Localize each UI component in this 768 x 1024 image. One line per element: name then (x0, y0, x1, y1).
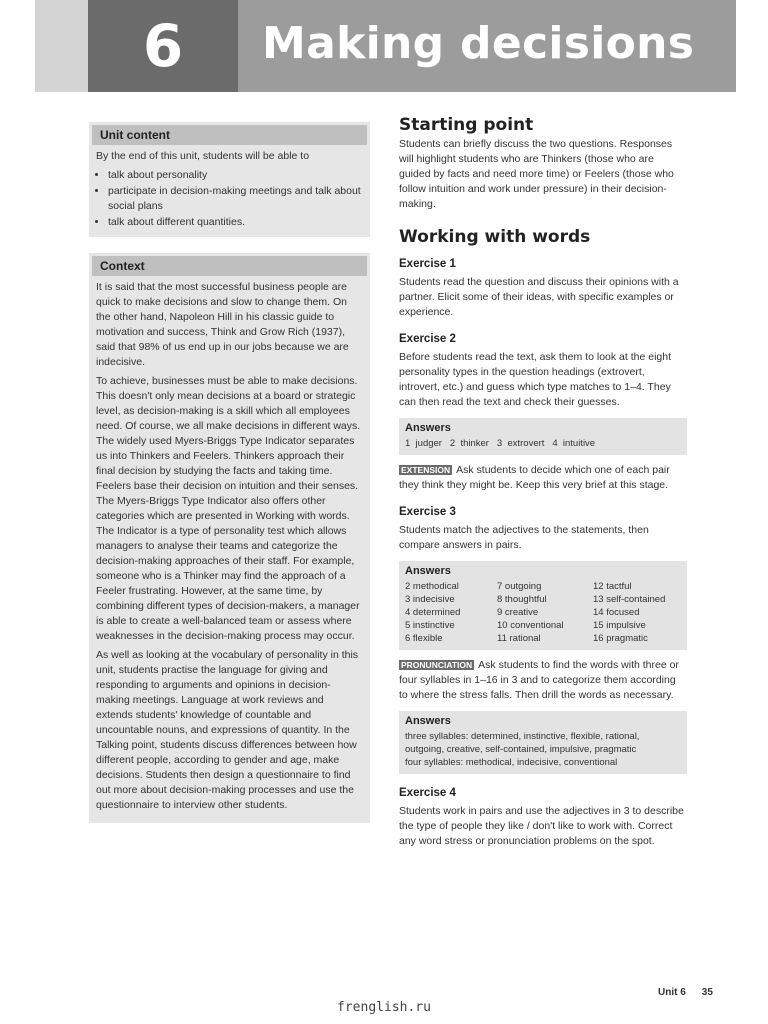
pronunciation-answer-line: three syllables: determined, instinctive, flexible, rational, (405, 731, 640, 742)
exercise-4-heading: Exercise 4 (399, 787, 456, 799)
answer-item: 5 instinctive (405, 620, 455, 631)
page-title: Making decisions (262, 18, 695, 69)
exercise-3-text: Students match the adjectives to the statements, then compare answers in pairs. (399, 524, 649, 551)
context-paragraph: It is said that the most successful business people are quick to make decisions and slow to change them. On the other hand, Napoleon Hill in his classic guide to motivation and success, Think and Grow Rich (1937), said that 98% of us end up in our jobs because we are indecisive. (96, 281, 349, 368)
answer-item: 11 rational (497, 633, 541, 644)
list-item: • talk about personality (108, 168, 363, 183)
answers-label: Answers (405, 715, 451, 727)
answer-item: 3 indecisive (405, 594, 455, 605)
pronunciation-answers-box (399, 711, 687, 774)
answer-item: 7 outgoing (497, 581, 542, 592)
answer-item: 14 focused (593, 607, 640, 618)
unit-number: 6 (142, 12, 184, 80)
list-item: • participate in decision-making meetings and talk about social plans (108, 184, 363, 214)
exercise-2-answers-box (399, 418, 687, 455)
exercise-3-answer-grid (405, 580, 681, 645)
left-column (89, 122, 370, 823)
list-item: • talk about different quantities. (108, 215, 363, 230)
unit-content-intro: By the end of this unit, students will be able to (96, 150, 310, 162)
working-with-words-heading: Working with words (399, 227, 591, 247)
answer-item: 4 determined (405, 607, 461, 618)
extension-tag: EXTENSION (401, 465, 451, 475)
context-paragraph: As well as looking at the vocabulary of personality in this unit, students practise the language for giving and responding to arguments and opinions in decision-making meetings. Language at work reviews and extends students' knowledge of countable and uncountable nouns, and expressions of quantity. In the Talking point, students discuss differences between how different people, according to gender and age, make decisions. Students then design a questionnaire to find out more about decision-making processes and use the questionnaire to interview other students. (96, 649, 359, 811)
page-number: 35 (701, 987, 713, 998)
pronunciation-text: Ask students to find the words with three or four syllables in 1–16 in 3 and to categorize them according to where the stress falls. Then drill the words as necessary. (399, 659, 679, 701)
pronunciation-answer-line: outgoing, creative, self-contained, impulsive, pragmatic (405, 744, 637, 755)
box-gap (89, 237, 370, 253)
exercise-2-answers: 1 judger 2 thinker 3 extrovert 4 intuitive (405, 438, 596, 449)
unit-content-heading: Unit content (92, 125, 367, 145)
exercise-2-heading: Exercise 2 (399, 333, 456, 345)
exercise-3-heading: Exercise 3 (399, 506, 456, 518)
starting-point-text: Students can briefly discuss the two questions. Responses will highlight students who are Thinkers (those who are guided by facts and need more time) or Feelers (those who follow intuition and work under pressure) in their decision-making. (399, 138, 674, 210)
answers-label: Answers (405, 565, 451, 577)
context-heading: Context (92, 256, 367, 276)
context-box (89, 276, 370, 823)
page-footer (658, 987, 713, 998)
exercise-4-text: Students work in pairs and use the adjectives in 3 to describe the type of people they like / don't like to work with. Correct any word stress or pronunciation problems on the spot. (399, 805, 684, 847)
extension-text: Ask students to decide which one of each pair they think they might be. Keep this very brief at this stage. (399, 464, 670, 491)
answer-item: 8 thoughtful (497, 594, 547, 605)
answers-label: Answers (405, 422, 451, 434)
pronunciation-answer-line: four syllables: methodical, indecisive, conventional (405, 757, 618, 768)
watermark: frenglish.ru (337, 1000, 431, 1015)
exercise-1-heading: Exercise 1 (399, 258, 456, 270)
answer-item: 6 flexible (405, 633, 443, 644)
pronunciation-tag: PRONUNCIATION (401, 660, 473, 670)
context-paragraph: To achieve, businesses must be able to make decisions. This doesn't only mean decisions at a board or strategic level, as decision-making is a skill which all employees need. Of course, we all make decisions in different ways. The widely used Myers-Briggs Type Indicator separates us into Thinkers and Feelers. Thinkers approach their final decision by studying the facts and taking time. Feelers base their decision on intuition and their senses. The Myers-Briggs Type Indicator also offers other categories which are presented in Working with words. The Indicator is a type of personality test which allows managers to analyse their teams and categorize the decision-making approaches of their staff. For example, someone who is a Thinker may find the approach of a Feeler frustrating. However, at the same time, by combining different types of decision-makers, a manager is able to create a well-balanced team or assess where weaknesses in the decision-making process may occur. (96, 375, 361, 642)
answer-item: 16 pragmatic (593, 633, 648, 644)
unit-content-list (96, 168, 363, 230)
answer-item: 13 self-contained (593, 594, 666, 605)
unit-content-box (89, 145, 370, 237)
answer-item: 15 impulsive (593, 620, 646, 631)
exercise-3-answers-box (399, 561, 687, 650)
answer-item: 12 tactful (593, 581, 632, 592)
exercise-2-text: Before students read the text, ask them to look at the eight personality types in the question headings (extrovert, introvert, etc.) and guess which type matches to 1–4. They can then read the text and check their guesses. (399, 351, 671, 408)
answer-item: 10 conventional (497, 620, 564, 631)
header-side-strip (35, 0, 88, 92)
answer-item: 9 creative (497, 607, 539, 618)
footer-unit-label: Unit 6 (658, 987, 686, 998)
exercise-1-text: Students read the question and discuss their opinions with a partner. Elicit some of their ideas, with specific examples or experience. (399, 276, 679, 318)
right-column (399, 115, 687, 849)
starting-point-heading: Starting point (399, 115, 534, 135)
answer-item: 2 methodical (405, 581, 459, 592)
